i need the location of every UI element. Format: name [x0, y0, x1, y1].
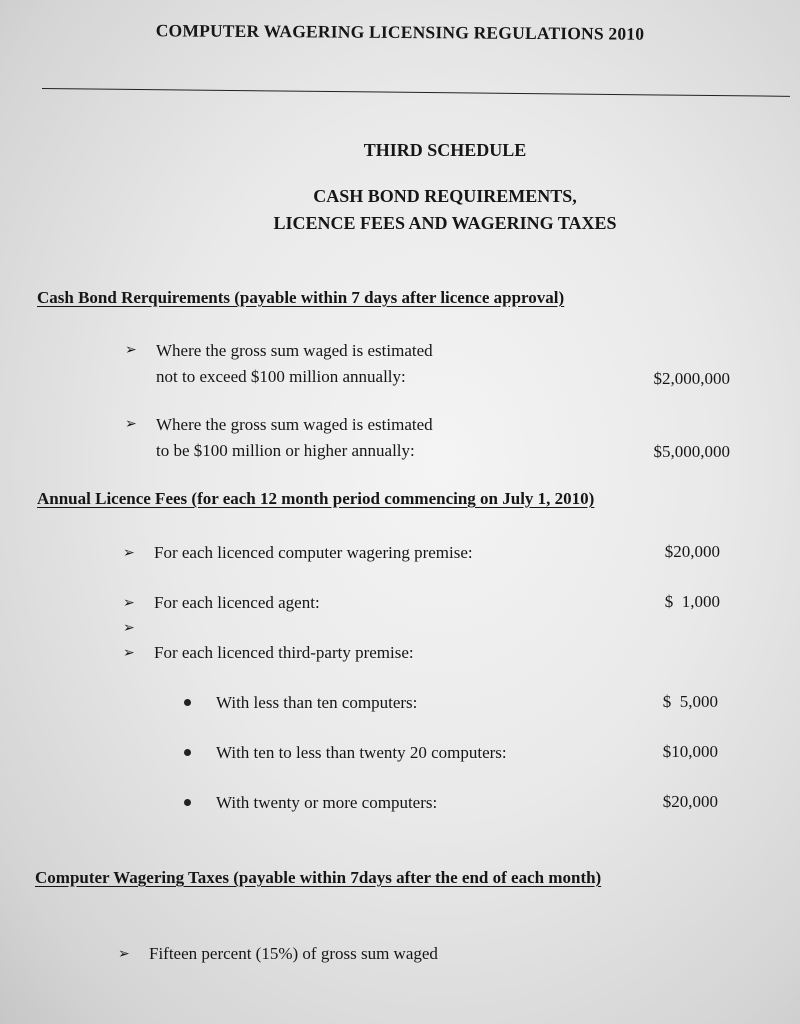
third-party-item-3-amount: $20,000 [662, 792, 718, 811]
arrow-bullet-icon: ➢ [123, 621, 135, 636]
cash-bond-item-2-line1: Where the gross sum waged is estimated [156, 415, 433, 434]
tax-item-1: Fifteen percent (15%) of gross sum waged [149, 944, 438, 963]
cash-bond-item-1-line1: Where the gross sum waged is estimated [156, 341, 433, 360]
third-party-item-2-amount: $10,000 [662, 742, 718, 761]
licence-fee-item-2-amount: $ 1,000 [664, 592, 720, 611]
arrow-bullet-icon: ➢ [125, 417, 137, 432]
third-party-item-1: With less than ten computers: [216, 693, 418, 712]
third-party-item-1-amount: $ 5,000 [662, 692, 718, 711]
bullet-dot-icon [184, 699, 191, 706]
licence-fee-item-3: For each licenced third-party premise: [154, 643, 414, 662]
arrow-bullet-icon: ➢ [125, 343, 137, 358]
cash-bond-item-1-amount: $2,000,000 [653, 369, 730, 388]
header-rule [42, 88, 790, 97]
bullet-dot-icon [184, 749, 191, 756]
licence-fee-item-1-amount: $20,000 [664, 542, 720, 561]
third-party-item-2: With ten to less than twenty 20 computers: [216, 743, 507, 762]
bullet-dot-icon [184, 799, 191, 806]
arrow-bullet-icon: ➢ [123, 646, 135, 661]
cash-bond-item-2-line2: to be $100 million or higher annually: [156, 441, 415, 460]
schedule-title: THIRD SCHEDULE [363, 140, 527, 160]
cash-bond-item-2-amount: $5,000,000 [653, 442, 730, 461]
licence-fee-item-2: For each licenced agent: [154, 593, 320, 612]
document-header: COMPUTER WAGERING LICENSING REGULATIONS 2010 [155, 20, 645, 44]
third-party-item-3: With twenty or more computers: [216, 793, 438, 812]
licence-fee-item-1: For each licenced computer wagering premise: [154, 543, 473, 562]
licence-fees-heading: Annual Licence Fees (for each 12 month period commencing on July 1, 2010) [37, 489, 595, 508]
taxes-heading: Computer Wagering Taxes (payable within 7days after the end of each month) [35, 868, 602, 887]
arrow-bullet-icon: ➢ [118, 947, 130, 962]
arrow-bullet-icon: ➢ [123, 546, 135, 561]
schedule-subtitle-line1: CASH BOND REQUIREMENTS, [313, 186, 577, 206]
arrow-bullet-icon: ➢ [123, 596, 135, 611]
cash-bond-item-1-line2: not to exceed $100 million annually: [156, 367, 406, 386]
cash-bond-heading: Cash Bond Rerquirements (payable within 7 days after licence approval) [37, 288, 565, 307]
schedule-subtitle-line2: LICENCE FEES AND WAGERING TAXES [273, 213, 617, 233]
